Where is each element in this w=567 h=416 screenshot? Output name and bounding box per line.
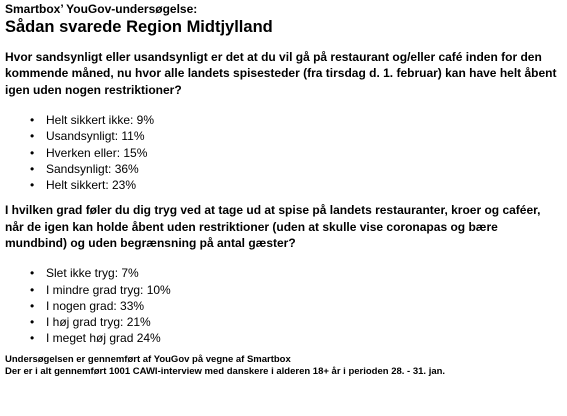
answer-item (30, 265, 561, 281)
answer-item (30, 282, 561, 298)
footer-line-2: Der er i alt gennemført 1001 CAWI-interview med danskere i alderen 18+ år i perioden 28. - 31. jan. (5, 366, 446, 378)
footer-notes (5, 354, 561, 378)
answer-item (30, 177, 561, 193)
answer-text: I mindre grad tryg: 10% (46, 282, 171, 297)
answer-text: I meget høj grad 24% (46, 331, 161, 346)
bullet-icon: • (30, 282, 35, 297)
answer-item (30, 145, 561, 161)
question-2-answers (5, 265, 561, 346)
document-title: Sådan svarede Region Midtjylland (5, 18, 273, 36)
answer-text: Usandsynligt: 11% (46, 129, 145, 144)
answer-text: I nogen grad: 33% (46, 298, 145, 313)
bullet-icon: • (30, 266, 35, 281)
bullet-icon: • (30, 161, 35, 176)
answer-item (30, 112, 561, 128)
bullet-icon: • (30, 129, 35, 144)
bullet-icon: • (30, 113, 35, 128)
answer-text: Hverken eller: 15% (46, 145, 148, 160)
answer-text: Helt sikkert ikke: 9% (46, 113, 155, 128)
question-2-text: I hvilken grad føler du dig tryg ved at tage ud at spise på landets restauranter, kroer og caféer, når de igen kan holde åbent uden restriktioner (uden at skulle vise coronapas og bære mundbind) og uden begrænsning på antal gæster? (5, 203, 541, 251)
answer-text: I høj grad tryg: 21% (46, 315, 151, 330)
answer-text: Helt sikkert: 23% (46, 178, 137, 193)
bullet-icon: • (30, 145, 35, 160)
question-1-answers (5, 112, 561, 193)
document-page (5, 2, 561, 378)
bullet-icon: • (30, 331, 35, 346)
answer-item (30, 314, 561, 330)
document-kicker: Smartbox’ YouGov-undersøgelse: (5, 2, 198, 16)
bullet-icon: • (30, 178, 35, 193)
answer-text: Slet ikke tryg: 7% (46, 266, 139, 281)
answer-item (30, 330, 561, 346)
bullet-icon: • (30, 315, 35, 330)
answer-item (30, 298, 561, 314)
bullet-icon: • (30, 298, 35, 313)
answer-item (30, 161, 561, 177)
answer-item (30, 128, 561, 144)
footer-line-1: Undersøgelsen er gennemført af YouGov på vegne af Smartbox (5, 354, 291, 366)
answer-text: Sandsynligt: 36% (46, 161, 139, 176)
question-1-text: Hvor sandsynligt eller usandsynligt er det at du vil gå på restaurant og/eller café inden for den kommende måned, nu hvor alle landets spisesteder (fra tirsdag d. 1. februar) kan have helt åbent igen uden nogen restriktioner? (5, 50, 557, 97)
